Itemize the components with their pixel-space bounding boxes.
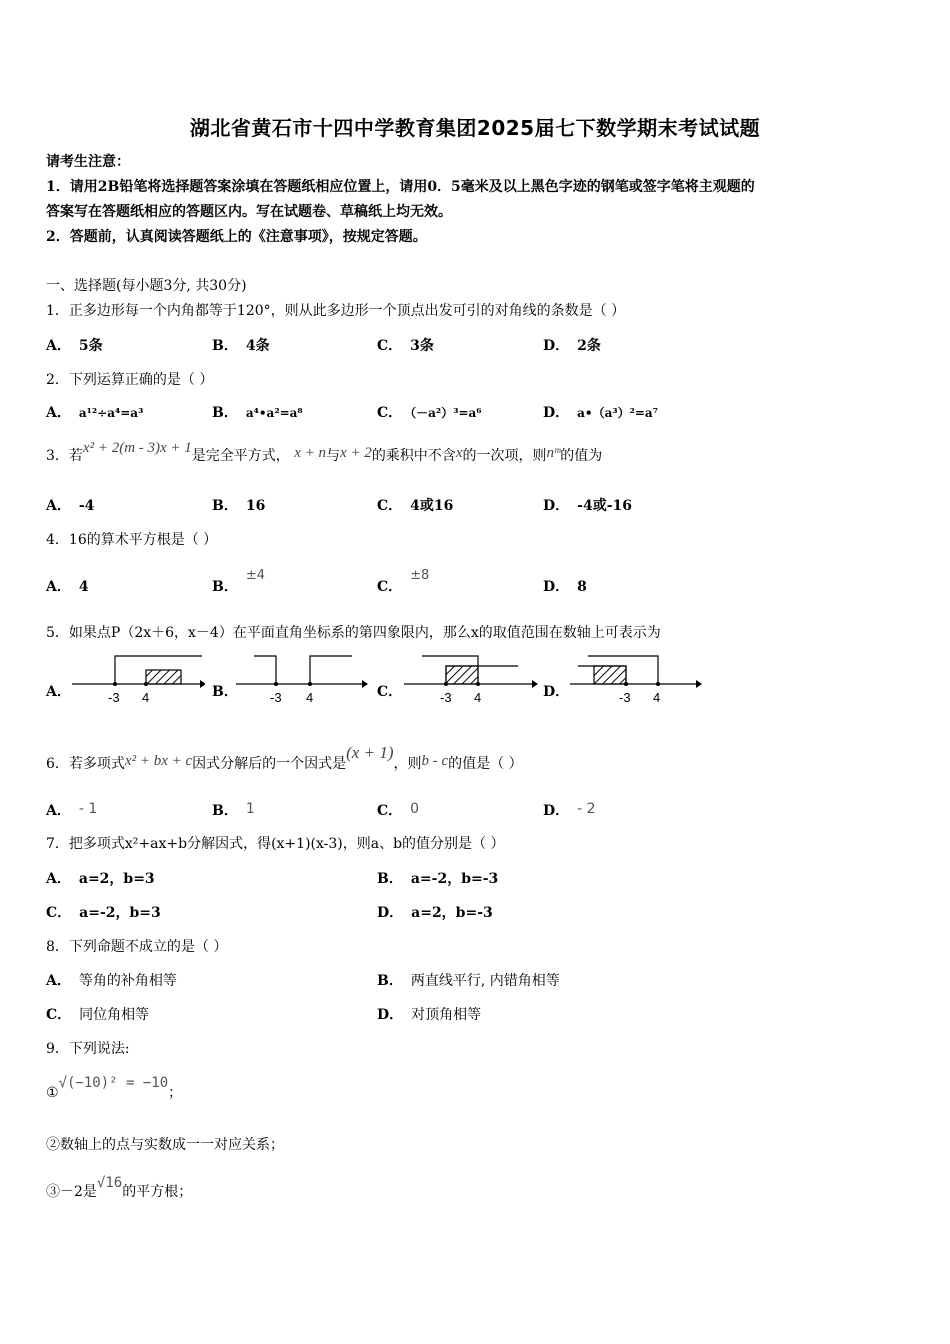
q8-option-b[interactable] [377,971,560,991]
section-heading: 一、选择题(每小题3分, 共30分) [46,278,247,294]
q6-option-c-text: 0 [410,801,420,817]
q5-a-tick-1: -3 [108,690,120,705]
q6-option-d-label: D． [543,803,570,819]
q3-expr-3: x + 2 [340,445,372,461]
q3-option-a-text: -4 [78,498,95,514]
q7-option-a-label: A． [46,871,71,887]
q5-option-b-label: B． [212,684,238,700]
q9-statement-2: ②数轴上的点与实数成一一对应关系； [46,1137,284,1153]
q7-option-b-text: a=-2，b=-3 [410,871,499,887]
q1-option-a[interactable] [46,336,103,356]
q6-option-c-label: C． [377,803,403,819]
q1-option-a-label: A． [46,338,71,354]
q1-option-b[interactable] [212,336,270,356]
q5-option-a-number-line[interactable] [70,650,205,710]
q3-option-d-text: -4或-16 [577,498,632,514]
q4-option-c-label: C． [377,579,403,595]
q8-stem: 8．下列命题不成立的是（ ） [46,939,228,955]
q3-expr-5: nᵐ [546,445,561,461]
q8-option-d-text: 对顶角相等 [411,1007,482,1023]
q8-option-b-label: B． [377,973,403,989]
q9-s1-prefix: ① [46,1085,59,1101]
q6-option-c[interactable] [377,801,419,821]
q7-option-d-text: a=2，b=-3 [411,905,493,921]
q4-stem: 4．16的算术平方根是（ ） [46,532,218,548]
notice-item-2: 2．答题前，认真阅读答题纸上的《注意事项》，按规定答题。 [46,229,427,245]
q1-option-c-text: 3条 [410,338,434,354]
q9-s1-expr: √(−10)² = −10 [58,1075,169,1091]
q5-c-tick-2: 4 [474,690,482,705]
q3-option-d-label: D． [543,498,570,514]
q7-stem: 7．把多项式x²+ax+b分解因式，得(x+1)(x-3)，则a、b的值分别是（ ） [46,836,505,852]
q5-option-d-number-line[interactable] [568,650,708,710]
q5-a-tick-2: 4 [142,690,150,705]
q1-option-c-label: C． [377,338,403,354]
q4-option-a-text: 4 [78,579,89,595]
q4-option-a[interactable] [46,577,89,597]
q8-option-d-label: D． [377,1007,404,1023]
q8-option-c[interactable] [46,1005,149,1025]
q9-s3-prefix: ③－2是 [46,1184,97,1200]
q6-expr-2: (x + 1) [346,743,394,762]
q5-option-d-label: D． [543,684,570,700]
q8-option-a-text: 等角的补角相等 [78,973,177,989]
q9-statement-1 [46,1075,183,1103]
q3-option-a-label: A． [46,498,71,514]
q3-mid-3: 的乘积中不含 [371,448,456,464]
q7-option-a[interactable] [46,869,155,889]
q2-option-a-text: a¹²÷a⁴=a³ [78,406,144,420]
q4-option-d-label: D． [543,579,570,595]
q1-option-b-text: 4条 [245,338,270,354]
q5-b-tick-1: -3 [270,690,282,705]
q6-option-b-text: 1 [245,801,255,817]
q3-mid-4: 的一次项，则 [462,448,547,464]
q2-option-c-text: （－a²）³=a⁶ [410,406,482,420]
q6-expr-3: b - c [421,753,449,769]
q3-expr-1: x² + 2(m - 3)x + 1 [82,440,192,456]
q4-option-b-text: ±4 [245,568,266,583]
q6-mid-1: 因式分解后的一个因式是 [192,756,347,772]
q1-option-d-text: 2条 [577,338,601,354]
q7-option-b-label: B． [377,871,403,887]
q4-option-d-text: 8 [577,579,587,595]
q4-option-b[interactable] [212,568,266,598]
q4-option-c[interactable] [377,568,430,598]
q5-option-c-number-line[interactable] [402,650,542,710]
notice-heading: 请考生注意： [46,154,130,170]
q4-option-a-label: A． [46,579,71,595]
q3-mid-2: 与 [326,448,341,464]
q7-option-a-text: a=2，b=3 [78,871,155,887]
q5-b-tick-2: 4 [306,690,314,705]
q6-mid-2: ，则 [393,756,422,772]
q1-option-a-text: 5条 [78,338,103,354]
q5-option-c-label: C． [377,684,403,700]
q3-option-d[interactable] [543,496,632,516]
q3-option-b-text: 16 [245,498,266,514]
q4-option-b-label: B． [212,579,238,595]
q2-option-b-text: a⁴•a²=a⁸ [245,406,303,420]
q8-option-d[interactable] [377,1005,481,1025]
q7-option-c-text: a=-2，b=3 [79,905,161,921]
q6-option-d[interactable] [543,801,596,821]
q3-expr-4: x [455,445,463,461]
q3-option-c-label: C． [377,498,403,514]
q7-option-c-label: C． [46,905,72,921]
q2-option-b[interactable] [212,403,303,423]
q8-option-b-text: 两直线平行, 内错角相等 [410,973,560,989]
q1-stem-text: 1．正多边形每一个内角都等于120°，则从此多边形一个顶点出发可引的对角线的条数是（ ） [46,303,626,319]
q5-option-a-label: A． [46,684,71,700]
q6-stem [46,743,523,774]
q9-stem: 9．下列说法: [46,1041,130,1057]
q3-option-a[interactable] [46,496,94,516]
q6-option-b-label: B． [212,803,238,819]
q2-option-d[interactable] [543,403,658,423]
q4-option-c-text: ±8 [410,568,430,583]
q2-option-d-text: a•（a³）²=a⁷ [577,406,658,420]
q8-option-c-text: 同位角相等 [79,1007,150,1023]
q9-s3-suffix: 的平方根； [122,1184,193,1200]
q6-option-d-text: - 2 [577,801,596,817]
q6-expr-1: x² + bx + c [124,753,193,769]
q2-option-d-label: D． [543,405,570,421]
q2-option-c-label: C． [377,405,403,421]
q3-option-b[interactable] [212,496,265,516]
q8-option-a[interactable] [46,971,177,991]
q2-option-a[interactable] [46,403,143,423]
q1-option-d-label: D． [543,338,570,354]
q5-d-tick-1: -3 [619,690,631,705]
q5-c-tick-1: -3 [440,690,452,705]
q3-stem [46,440,603,466]
q5-d-tick-2: 4 [653,690,661,705]
q6-option-a-label: A． [46,803,71,819]
q5-option-b-number-line[interactable] [234,650,369,710]
notice-item-1-cont: 答案写在答题纸相应的答题区内。写在试题卷、草稿纸上均无效。 [46,204,452,220]
q5-stem: 5．如果点P（2x＋6，x－4）在平面直角坐标系的第四象限内，那么x的取值范围在数轴上可表示为 [46,625,661,641]
q8-option-a-label: A． [46,973,71,989]
q7-option-b[interactable] [377,869,498,889]
q2-option-a-label: A． [46,405,71,421]
q9-s1-suffix: ； [168,1085,183,1101]
q3-mid-1: 是完全平方式， [191,448,290,464]
q6-option-b[interactable] [212,801,255,821]
q9-statement-3 [46,1175,193,1202]
page-title: 湖北省黄石市十四中学教育集团2025届七下数学期末考试试题 [189,116,761,140]
q2-stem: 2．下列运算正确的是（ ） [46,372,214,388]
q2-option-b-label: B． [212,405,238,421]
q7-option-d[interactable] [377,903,493,923]
q4-option-d[interactable] [543,577,587,597]
q1-option-c[interactable] [377,336,434,356]
q1-stem [46,301,625,321]
q2-option-c[interactable] [377,403,482,423]
q6-suffix: 的值是（ ） [448,756,523,772]
q1-option-b-label: B． [212,338,238,354]
q3-expr-2: x + n [294,445,327,461]
q3-suffix: 的值为 [560,448,603,464]
q8-option-c-label: C． [46,1007,72,1023]
q6-prefix: 6．若多项式 [46,756,125,772]
q3-option-c[interactable] [377,496,453,516]
q9-s3-expr: √16 [96,1175,123,1191]
notice-item-1: 1．请用2B铅笔将选择题答案涂填在答题纸相应位置上，请用0．5毫米及以上黑色字迹的钢笔或签字笔将主观题的 [46,179,755,195]
q3-option-c-text: 4或16 [410,498,454,514]
q3-prefix: 3．若 [46,448,83,464]
q7-option-d-label: D． [377,905,404,921]
q6-option-a[interactable] [46,801,97,821]
q7-option-c[interactable] [46,903,161,923]
q3-option-b-label: B． [212,498,238,514]
q1-option-d[interactable] [543,336,601,356]
q6-option-a-text: - 1 [78,801,98,817]
